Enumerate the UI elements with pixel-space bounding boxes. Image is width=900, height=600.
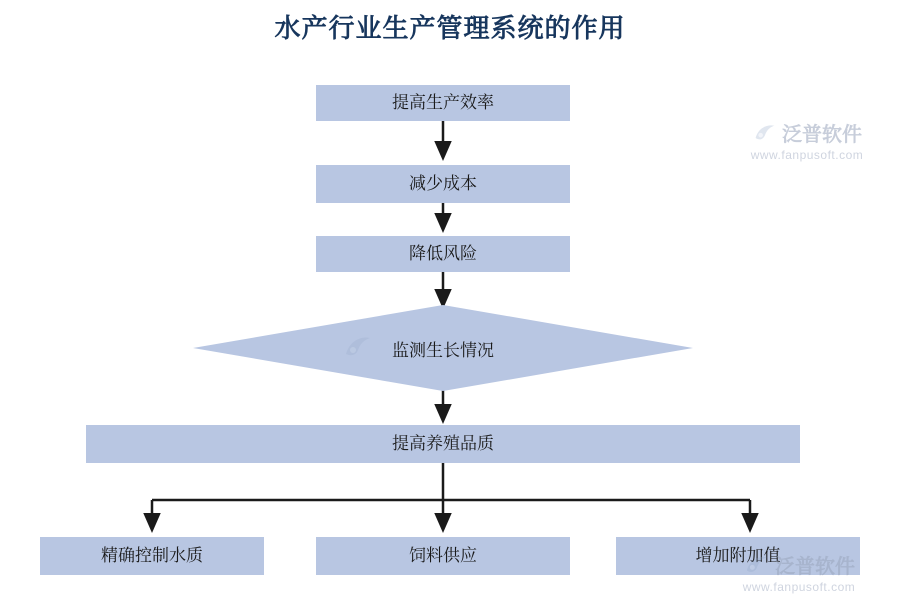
watermark-url: www.fanpusoft.com [742,580,856,594]
node-water-quality-control[interactable] [40,537,264,575]
node-label: 降低风险 [409,243,477,263]
watermark-brand: 泛普软件 [782,124,862,146]
node-label: 提高养殖品质 [392,433,494,453]
watermark-brand: 泛普软件 [775,556,855,578]
node-added-value[interactable] [616,537,860,575]
node-monitor-growth[interactable] [193,305,693,391]
node-label: 精确控制水质 [101,545,203,565]
node-label: 减少成本 [409,173,477,193]
watermark-brand-row [722,118,892,147]
watermark-top [722,118,892,162]
logo-icon [752,120,778,146]
watermark-url: www.fanpusoft.com [750,148,864,162]
node-reduce-cost[interactable] [316,165,570,203]
node-label: 提高生产效率 [392,92,494,112]
page-title: 水产行业生产管理系统的作用 [274,13,626,43]
node-improve-efficiency[interactable] [316,85,570,121]
node-label: 饲料供应 [409,545,477,565]
node-improve-quality[interactable] [86,425,800,463]
node-lower-risk[interactable] [316,236,570,272]
node-label: 增加附加值 [695,545,781,565]
node-feed-supply[interactable] [316,537,570,575]
node-label: 监测生长情况 [392,340,494,360]
